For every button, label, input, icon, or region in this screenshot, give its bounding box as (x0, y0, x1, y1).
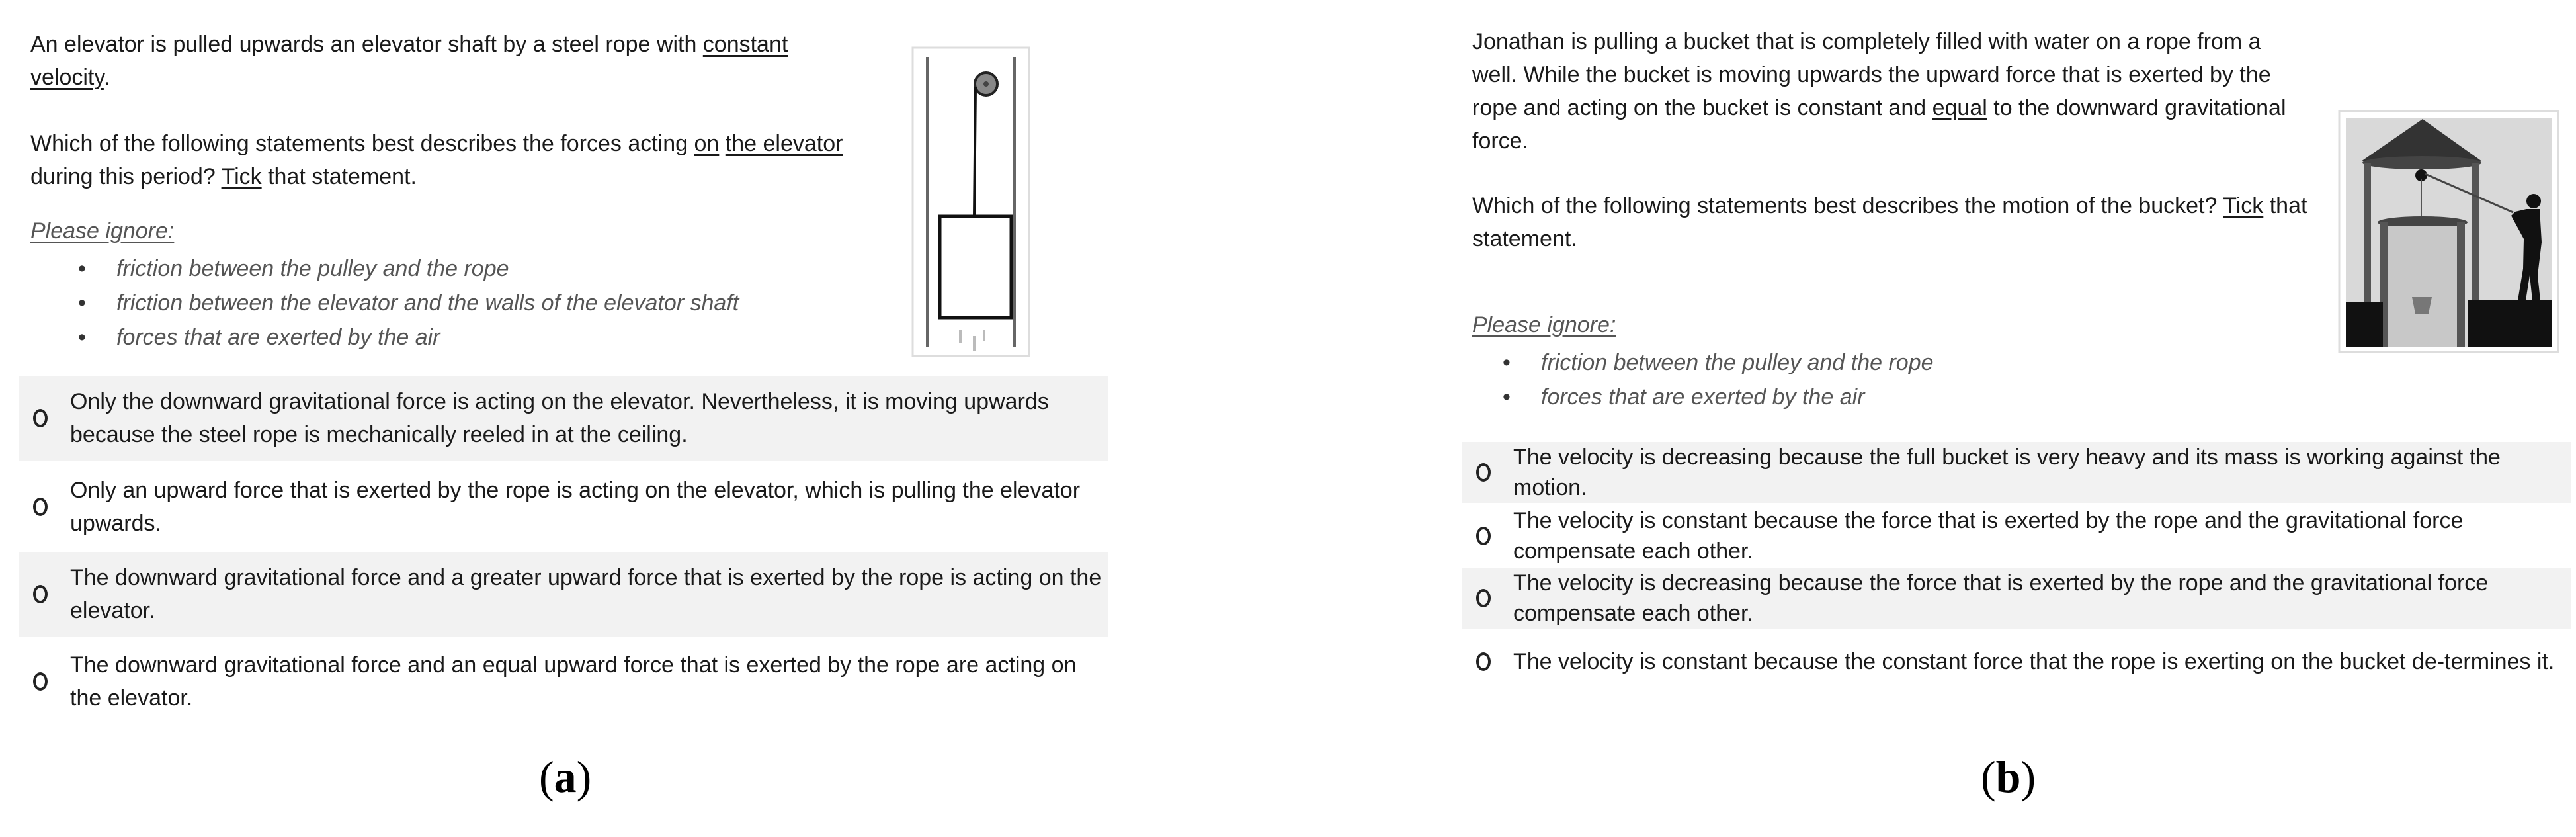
well-and-bucket-illustration (2338, 110, 2559, 353)
well-wall-right (2457, 222, 2465, 347)
radio-button[interactable] (1476, 589, 1491, 607)
answer-option[interactable] (1462, 631, 2571, 692)
intro-underlined-word: equal (1932, 95, 1987, 120)
figure-caption-a: (a) (539, 752, 592, 802)
ignore-item: • forces that are exerted by the air (30, 320, 739, 355)
radio-button[interactable] (1476, 652, 1491, 671)
ignore-title: Please ignore: (1472, 312, 1616, 337)
caption-letter: a (554, 752, 577, 802)
intro-underlined-phrase: constant velocity (30, 32, 788, 90)
ground-right (2468, 300, 2552, 347)
roof-rim (2362, 156, 2481, 169)
intro-text-part: to the downward gravitational force. (1472, 95, 2286, 154)
question-text (30, 127, 857, 193)
question-underlined-word: Tick (2223, 193, 2264, 218)
radio-button[interactable] (33, 672, 48, 691)
answer-option[interactable] (19, 639, 1108, 724)
question-text-part: that statement. (261, 164, 417, 189)
question-text-part: that statement. (1472, 193, 2307, 251)
steel-rope (974, 87, 976, 216)
radio-button[interactable] (1476, 463, 1491, 482)
ignore-item: • friction between the pulley and the rope (1455, 345, 1934, 380)
intro-text-part: An elevator is pulled upwards an elevator shaft by a steel rope with (30, 32, 703, 57)
ignore-list (30, 251, 739, 355)
radio-button[interactable] (1476, 527, 1491, 545)
ignore-list (1455, 345, 1934, 414)
answer-option[interactable] (1462, 568, 2571, 629)
question-text-part: Which of the following statements best describes the forces acting (30, 131, 694, 156)
intro-text (30, 28, 824, 94)
answer-option[interactable] (1462, 506, 2571, 566)
well-shaft (2388, 226, 2457, 347)
question-text (1472, 189, 2332, 255)
question-text-part (719, 131, 725, 156)
radio-button[interactable] (33, 498, 48, 516)
option-label: The downward gravitational force and a greater upward force that is exerted by the rope is acting on the elevator. (70, 565, 1102, 623)
elevator-shaft-illustration (911, 46, 1030, 357)
ground-left (2346, 302, 2383, 347)
question-text-part: Which of the following statements best describes the motion of the bucket? (1472, 193, 2223, 218)
answer-option[interactable] (1462, 442, 2571, 503)
elevator-car (940, 216, 1011, 318)
intro-text (1472, 25, 2292, 157)
option-label: The velocity is decreasing because the full bucket is very heavy and its mass is working against the motion. (1513, 445, 2501, 500)
intro-text-part: . (103, 65, 110, 90)
option-label: The velocity is decreasing because the force that is exerted by the rope and the gravitational force compensate each other. (1513, 570, 2489, 626)
question-underlined-word: the elevator (725, 131, 843, 156)
caption-letter: b (1995, 752, 2021, 802)
answer-option[interactable] (19, 464, 1108, 549)
ignore-title: Please ignore: (30, 218, 175, 243)
option-label: The velocity is constant because the force that is exerted by the rope and the gravitational force compensate each other. (1513, 508, 2464, 564)
ignore-item: • forces that are exerted by the air (1455, 380, 1934, 414)
option-label: Only an upward force that is exerted by the rope is acting on the elevator, which is pulling the elevator upwards. (70, 478, 1081, 536)
ignore-item: • friction between the elevator and the walls of the elevator shaft (30, 286, 739, 320)
bucket-icon (2412, 297, 2432, 314)
figure-caption-b: (b) (1981, 752, 2036, 802)
intro-text-part: Jonathan is pulling a bucket that is completely filled with water on a rope from a well. While the bucket is moving upwards the upward force that is exerted by the rope and acting on the bucket is constant and (1472, 29, 2271, 120)
option-label: Only the downward gravitational force is acting on the elevator. Nevertheless, it is moving upwards because the steel rope is mechanically reeled in at the ceiling. (70, 389, 1049, 447)
question-underlined-word: on (694, 131, 720, 156)
question-underlined-word: Tick (221, 164, 262, 189)
option-label: The downward gravitational force and an equal upward force that is exerted by the rope are acting on the elevator. (70, 652, 1077, 711)
answer-option[interactable] (19, 552, 1108, 637)
answer-option[interactable] (19, 376, 1108, 461)
well-post-left (2364, 163, 2371, 302)
option-label: The velocity is constant because the constant force that the rope is exerting on the bucket de-termines it. (1513, 649, 2555, 674)
well-post-right (2472, 163, 2479, 302)
pulley-axle (983, 81, 989, 87)
question-text-part: during this period? (30, 164, 222, 189)
radio-button[interactable] (33, 409, 48, 427)
radio-button[interactable] (33, 585, 48, 603)
ignore-item: • friction between the pulley and the rope (30, 251, 739, 286)
